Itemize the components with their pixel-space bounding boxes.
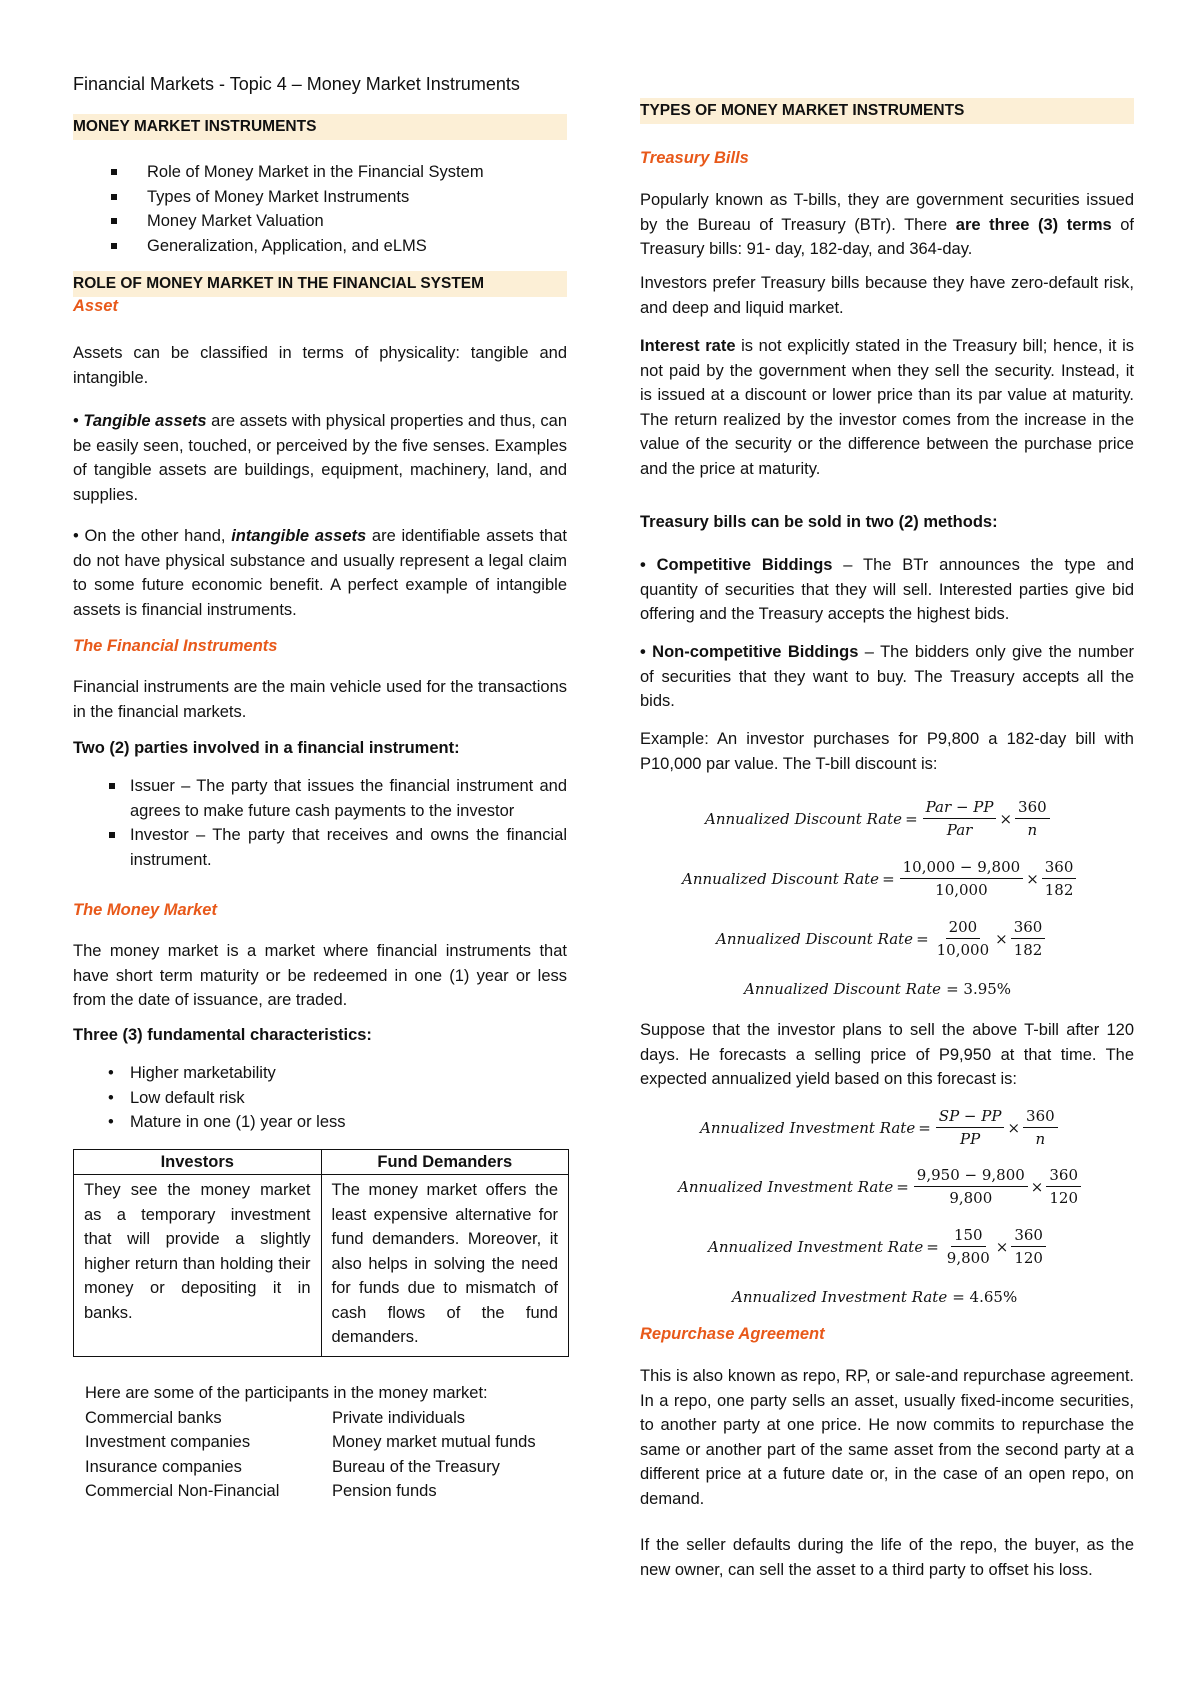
noncompetitive-text: – The bidders only give the number of securities that they want to buy. The Treasury accepts all the bids.: [640, 643, 1134, 710]
money-market-heading: The Money Market: [73, 901, 217, 919]
formula-label: Annualized Investment Rate: [700, 1118, 916, 1137]
formula-label: Annualized Investment Rate: [708, 1237, 924, 1256]
fraction: $\frac{\text{Par − PP}}{\text{Par}}$: [923, 796, 997, 841]
investors-vs-fund-demanders-table: [73, 1149, 569, 1357]
table-cell-investors: They see the money market as a temporary investment that will provide a slightly higher return than holding their money or depositing it in banks.: [74, 1175, 322, 1357]
parties-heading: Two (2) parties involved in a financial instrument:: [73, 739, 460, 757]
participants-row: [85, 1455, 536, 1480]
fraction: $\frac{9,950 - 9,800}{9,800}$: [914, 1164, 1028, 1209]
methods-heading: Treasury bills can be sold in two (2) methods:: [640, 513, 998, 531]
competitive-biddings-paragraph: [640, 553, 1134, 627]
repo-paragraph-1: This is also known as repo, RP, or sale-and repurchase agreement. In a repo, one party sells an asset, usually fixed-income securities, to another party at one price. He now commits to repurchase the same or another part of the same asset from the second party at a different price at a future date or, in the case of an open repo, on demand.: [640, 1367, 1134, 1508]
tangible-term: Tangible assets: [83, 412, 207, 430]
participant: Investment companies: [85, 1433, 251, 1451]
fraction: $\frac{200}{10,000}$: [936, 918, 990, 959]
tbills-paragraph-3: [640, 334, 1134, 481]
money-market-text: The money market is a market where financial instruments that have short term maturity or be redeemed in one (1) year or less from the date of issuance, are traded.: [73, 942, 567, 1009]
financial-instruments-heading: The Financial Instruments: [73, 637, 278, 655]
suppose-text: Suppose that the investor plans to sell the above T-bill after 120 days. He forecasts a selling price of P9,950 at that time. The expected annualized yield based on this forecast is:: [640, 1021, 1134, 1088]
document-title: Financial Markets - Topic 4 – Money Market Instruments: [73, 74, 520, 94]
outline-item: Generalization, Application, and eLMS: [73, 234, 484, 259]
party-item-issuer: Issuer – The party that issues the financial instrument and agrees to make future cash payments to the investor: [73, 774, 567, 823]
participants-row: [85, 1430, 536, 1455]
characteristics-heading: Three (3) fundamental characteristics:: [73, 1026, 372, 1044]
participant: Pension funds: [332, 1482, 437, 1500]
competitive-text: – The BTr announces the type and quantity of securities that they will sell. Interested parties give bid offering and the Treasury accepts the highest bids.: [640, 556, 1134, 623]
fraction: $\frac{360}{120}$: [1011, 1224, 1046, 1269]
formula-label: Annualized Discount Rate: [705, 809, 903, 828]
party-item-investor: Investor – The party that receives and owns the financial instrument.: [73, 823, 567, 872]
investment-formula-1: Annualized Investment Rate = $\frac{SP - PP}{PP}$ × $\frac{360}{n}$: [700, 1105, 1060, 1150]
outline-item: Types of Money Market Instruments: [73, 185, 484, 210]
fraction: $\frac{360}{182}$: [1042, 856, 1077, 901]
bullet: •: [73, 412, 79, 430]
competitive-term: • Competitive Biddings: [640, 556, 833, 574]
characteristics-list: [73, 1061, 346, 1135]
asset-heading: Asset: [73, 297, 118, 315]
formula-label: Annualized Discount Rate: [716, 929, 914, 948]
noncompetitive-term: • Non-competitive Biddings: [640, 643, 859, 661]
interest-rate-term: Interest rate: [640, 337, 736, 355]
treasury-bills-heading: Treasury Bills: [640, 149, 749, 167]
characteristic-item: • Mature in one (1) year or less: [73, 1110, 346, 1135]
outline-item: Money Market Valuation: [73, 209, 484, 234]
intangible-term: intangible assets: [231, 527, 367, 545]
discount-formula-1: Annualized Discount Rate = $\frac{\text{Par − PP}}{\text{Par}}$ × $\frac{360}{n}$: [705, 796, 1052, 841]
formula-label: Annualized Investment Rate: [678, 1177, 894, 1196]
fraction: $\frac{360}{n}$: [1023, 1105, 1058, 1150]
tangible-assets-paragraph: [73, 409, 567, 507]
tbills-p1-c: of Treasury bills: 91- day, 182-day, and 364-day.: [640, 215, 1134, 258]
discount-result: [744, 980, 1011, 998]
tbills-p1-a: Popularly known as T-bills, they are government securities issued by the Bureau of Treasury (BTr). There: [640, 191, 1134, 234]
discount-result-value: = 3.95%: [946, 980, 1012, 998]
topic-outline: [73, 160, 484, 258]
discount-formula-3: Annualized Discount Rate = $\frac{200}{10,000}$ × $\frac{360}{182}$: [716, 916, 1047, 961]
intangible-prefix: • On the other hand,: [73, 527, 232, 545]
participants-intro: Here are some of the participants in the money market:: [85, 1384, 488, 1402]
example-text: Example: An investor purchases for P9,800 a 182-day bill with P10,000 par value. The T-bill discount is:: [640, 730, 1134, 773]
parties-list: [73, 774, 567, 872]
investment-result: [732, 1288, 1017, 1306]
fraction: $\frac{360}{182}$: [1011, 916, 1046, 961]
tbills-p3-text: is not explicitly stated in the Treasury bill; hence, it is not paid by the government when they sell the security. Instead, it is issued at a discount or lower price than its par value at maturity. The return realized by the investor comes from the increase in the value of the security or the difference between the purchase price and the price at maturity.: [640, 337, 1134, 478]
outline-item: Role of Money Market in the Financial System: [73, 160, 484, 185]
investment-result-value: = 4.65%: [952, 1288, 1018, 1306]
formula-label: Annualized Discount Rate: [682, 869, 880, 888]
formula-label: Annualized Investment Rate: [732, 1288, 948, 1306]
intangible-assets-paragraph: [73, 524, 567, 622]
repurchase-agreement-heading: Repurchase Agreement: [640, 1325, 825, 1343]
discount-formula-2: Annualized Discount Rate = $\frac{10,000 - 9,800}{10,000}$ × $\frac{360}{182}$: [682, 856, 1078, 901]
table-cell-fund-demanders: The money market offers the least expensive alternative for fund demanders. Moreover, it also helps in solving the need for funds due to mismatch of cash flows of the fund demanders.: [321, 1175, 569, 1357]
characteristic-item: • Higher marketability: [73, 1061, 346, 1086]
tangible-text: are assets with physical properties and thus, can be easily seen, touched, or perceived by the five senses. Examples of tangible assets are buildings, equipment, machinery, land, and supplies.: [73, 412, 568, 504]
investment-formula-2: Annualized Investment Rate = $\frac{9,950 - 9,800}{9,800}$ × $\frac{360}{120}$: [678, 1164, 1083, 1209]
table-header-investors: Investors: [74, 1150, 322, 1175]
table-header-fund-demanders: Fund Demanders: [321, 1150, 569, 1175]
section-header-types-of-money-market-instruments: TYPES OF MONEY MARKET INSTRUMENTS: [640, 98, 1134, 124]
financial-instruments-text: Financial instruments are the main vehicle used for the transactions in the financial markets.: [73, 678, 567, 721]
participant: Commercial Non-Financial: [85, 1482, 280, 1500]
fraction: $\frac{150}{9,800}$: [946, 1226, 990, 1267]
participants-block: [85, 1381, 536, 1504]
participant: Money market mutual funds: [332, 1433, 536, 1451]
participant: Commercial banks: [85, 1408, 222, 1427]
repo-paragraph-2: If the seller defaults during the life of the repo, the buyer, as the new owner, can sell the asset to a third party to offset his loss.: [640, 1536, 1134, 1579]
fraction: $\frac{360}{120}$: [1046, 1164, 1081, 1209]
section-header-money-market-instruments: MONEY MARKET INSTRUMENTS: [73, 114, 567, 140]
participants-row: [85, 1406, 536, 1431]
investment-formula-3: Annualized Investment Rate = $\frac{150}{9,800}$ × $\frac{360}{120}$: [708, 1224, 1048, 1269]
tbills-paragraph-2: Investors prefer Treasury bills because they have zero-default risk, and deep and liquid market.: [640, 274, 1134, 317]
intangible-text: are identifiable assets that do not have physical substance and usually represent a legal claim to some future economic benefit. A perfect example of intangible assets is financial instruments.: [73, 527, 567, 619]
participants-row: [85, 1479, 536, 1504]
fraction: $\frac{10,000 - 9,800}{10,000}$: [900, 856, 1024, 901]
section-header-role-of-money-market: ROLE OF MONEY MARKET IN THE FINANCIAL SYSTEM: [73, 271, 567, 297]
participant: Private individuals: [332, 1408, 465, 1427]
participant: Bureau of the Treasury: [332, 1457, 500, 1476]
noncompetitive-biddings-paragraph: [640, 640, 1134, 714]
fraction: $\frac{SP - PP}{PP}$: [936, 1105, 1005, 1150]
formula-label: Annualized Discount Rate: [744, 980, 942, 998]
participant: Insurance companies: [85, 1457, 242, 1476]
asset-intro: Assets can be classified in terms of physicality: tangible and intangible.: [73, 344, 567, 387]
tbills-p1-terms: are three (3) terms: [955, 215, 1112, 234]
tbills-paragraph-1: [640, 188, 1134, 262]
fraction: $\frac{360}{n}$: [1015, 796, 1050, 841]
characteristic-item: • Low default risk: [73, 1086, 346, 1111]
